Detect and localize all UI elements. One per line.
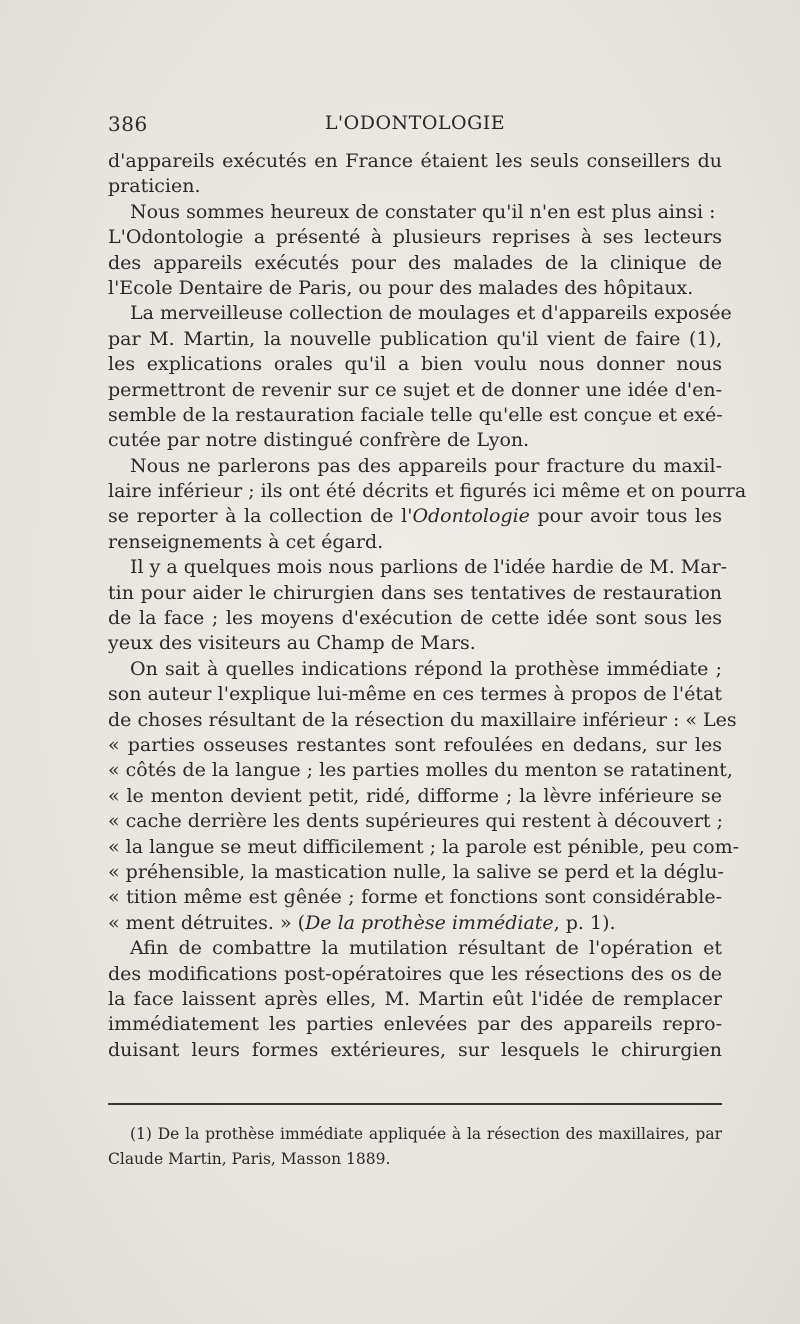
text-line: L'Odontologie a présenté à plusieurs reprises à ses lecteurs xyxy=(108,226,722,249)
footnote-rule xyxy=(108,1103,722,1105)
text-line: immédiatement les parties enlevées par des appareils repro- xyxy=(108,1013,722,1036)
text-line: les explications orales qu'il a bien voulu nous donner nous xyxy=(108,353,722,376)
text-fragment: « ment détruites. » ( xyxy=(108,911,306,934)
footnote-line: (1) De la prothèse immédiate appliquée à la résection des maxillaires, par xyxy=(130,1125,722,1143)
text-line: Afin de combattre la mutilation résultant de l'opération et xyxy=(130,937,722,960)
page-number: 386 xyxy=(108,112,148,136)
text-line: des modifications post-opératoires que les résections des os de xyxy=(108,962,722,985)
text-line: tin pour aider le chirurgien dans ses tentatives de restauration xyxy=(108,581,722,604)
quote-line: « tition même est gênée ; forme et fonctions sont considérable- xyxy=(108,886,722,909)
text-line: son auteur l'explique lui-même en ces termes à propos de l'état xyxy=(108,683,722,706)
text-line: cutée par notre distingué confrère de Lyon. xyxy=(108,429,530,452)
page-header xyxy=(108,112,722,140)
quote-line: « côtés de la langue ; les parties molles du menton se ratatinent, xyxy=(108,759,733,782)
text-line: semble de la restauration faciale telle qu'elle est conçue et exé- xyxy=(108,403,723,426)
text-line: yeux des visiteurs au Champ de Mars. xyxy=(108,632,476,655)
text-line: des appareils exécutés pour des malades de la clinique de xyxy=(108,251,722,274)
text-line: la face laissent après elles, M. Martin eût l'idée de remplacer xyxy=(108,987,722,1010)
body-text xyxy=(108,149,747,1063)
text-fragment: , p. 1). xyxy=(553,911,616,934)
quote-line: « cache derrière les dents supérieures qui restent à découvert ; xyxy=(108,810,723,833)
text-line: d'appareils exécutés en France étaient les seuls conseillers du xyxy=(108,150,722,172)
book-title: De la prothèse immédiate xyxy=(305,911,554,934)
text-line: Nous sommes heureux de constater qu'il n'en est plus ainsi : xyxy=(130,200,716,223)
text-line: de la face ; les moyens d'exécution de cette idée sont sous les xyxy=(108,607,722,630)
text-fragment: pour avoir tous les xyxy=(529,505,722,528)
text-line: renseignements à cet égard. xyxy=(108,530,384,553)
text-line: La merveilleuse collection de moulages et d'appareils exposée xyxy=(130,302,732,325)
text-line: l'Ecole Dentaire de Paris, ou pour des malades des hôpitaux. xyxy=(108,276,694,299)
text-line: Nous ne parlerons pas des appareils pour fracture du maxil- xyxy=(130,454,722,477)
text-line: de choses résultant de la résection du maxillaire inférieur : « Les xyxy=(108,708,737,731)
text-line-mixed xyxy=(108,504,722,529)
text-line: par M. Martin, la nouvelle publication qu'il vient de faire (1), xyxy=(108,327,722,350)
quote-line: « préhensible, la mastication nulle, la salive se perd et la déglu- xyxy=(108,860,724,883)
text-line: Il y a quelques mois nous parlions de l'idée hardie de M. Mar- xyxy=(130,556,728,579)
text-line: laire inférieur ; ils ont été décrits et figurés ici même et on pourra xyxy=(108,480,747,503)
text-line: On sait à quelles indications répond la prothèse immédiate ; xyxy=(130,657,722,680)
quote-line: « parties osseuses restantes sont refoulées en dedans, sur les xyxy=(108,733,722,756)
quote-line-mixed xyxy=(108,911,722,936)
text-line: duisant leurs formes extérieures, sur lesquels le chirurgien xyxy=(108,1038,722,1061)
text-line: praticien. xyxy=(108,175,201,198)
text-fragment: se reporter à la collection de l' xyxy=(108,505,413,528)
footnote xyxy=(108,1125,722,1168)
running-head: L'ODONTOLOGIE xyxy=(324,112,506,134)
quote-line: « la langue se meut difficilement ; la parole est pénible, peu com- xyxy=(108,835,740,858)
quote-line: « le menton devient petit, ridé, difforme ; la lèvre inférieure se xyxy=(108,784,722,807)
footnote-line: Claude Martin, Paris, Masson 1889. xyxy=(108,1150,391,1169)
journal-title: Odontologie xyxy=(412,505,530,528)
text-line: permettront de revenir sur ce sujet et de donner une idée d'en- xyxy=(108,378,722,401)
